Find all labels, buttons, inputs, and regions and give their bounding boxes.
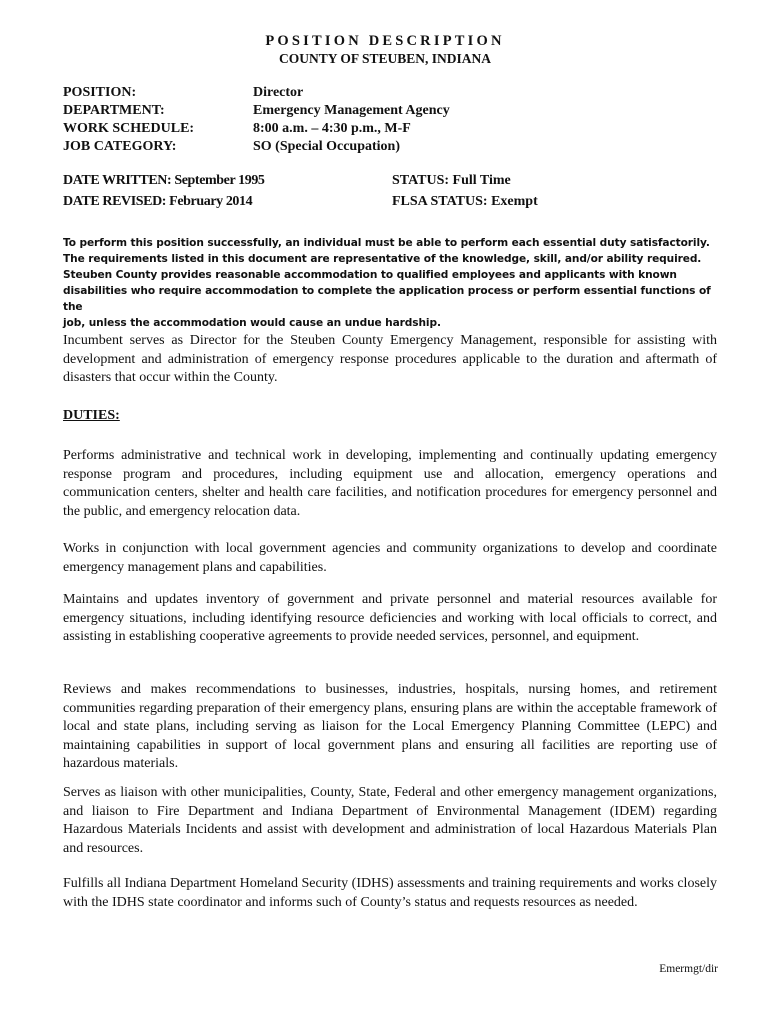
accommodation-notice	[63, 235, 723, 331]
duty-paragraph: Maintains and updates inventory of government and private personnel and material resources available for emergency situations, including identifying resource deficiencies and working with local officials to correct, and assisting in establishing cooperative agreements to provide needed services, personnel, and equipment.	[63, 592, 717, 645]
duty-paragraph: Performs administrative and technical work in developing, implementing and continually updating emergency response program and procedures, including equipment use and allocation, emergency operations and communication centers, shelter and health care facilities, and notification procedures for emergency personnel and the public, and emergency relocation data.	[63, 448, 717, 519]
department-value: Emergency Management Agency	[253, 103, 450, 118]
work-schedule-label: WORK SCHEDULE:	[63, 121, 195, 136]
document-title: POSITION DESCRIPTION	[265, 33, 505, 49]
flsa-status: FLSA STATUS: Exempt	[392, 194, 538, 209]
job-category-label: JOB CATEGORY:	[63, 139, 177, 154]
notice-line: disabilities who require accommodation to complete the application process or perform essential functions of the	[63, 285, 711, 313]
duty-paragraph: Works in conjunction with local government agencies and community organizations to develop and coordinate emergency management plans and capabilities.	[63, 541, 717, 575]
duty-paragraph: Reviews and makes recommendations to businesses, industries, hospitals, nursing homes, and retirement communities regarding preparation of their emergency plans, ensuring plans are within the acceptable framework of local and state plans, including serving as liaison for the Local Emergency Planning Committee (LEPC) and maintaining capabilities in support of local government plans and ensuring all facilities are reporting use of hazardous materials.	[63, 682, 717, 772]
document-code: Emermgt/dir	[659, 963, 718, 975]
notice-line: To perform this position successfully, an individual must be able to perform each essential duty satisfactorily.	[63, 237, 710, 249]
position-label: POSITION:	[63, 85, 137, 100]
notice-line: The requirements listed in this document are representative of the knowledge, skill, and/or ability required.	[63, 253, 702, 265]
employment-status: STATUS: Full Time	[392, 173, 511, 188]
work-schedule-value: 8:00 a.m. – 4:30 p.m., M-F	[253, 121, 411, 136]
duty-paragraph: Serves as liaison with other municipalities, County, State, Federal and other emergency management organizations, and liaison to Fire Department and Indiana Department of Environmental Management (IDEM) regarding Hazardous Materials Incidents and assist with development and administration of local Hazardous Materials Plan and resources.	[63, 785, 717, 856]
notice-line: Steuben County provides reasonable accommodation to qualified employees and applicants with known	[63, 269, 677, 281]
duties-heading: DUTIES:	[63, 408, 120, 423]
position-value: Director	[253, 85, 304, 100]
notice-line: job, unless the accommodation would cause an undue hardship.	[63, 317, 441, 329]
date-revised: DATE REVISED: February 2014	[63, 194, 253, 209]
job-category-value: SO (Special Occupation)	[253, 139, 401, 154]
document-subtitle: COUNTY OF STEUBEN, INDIANA	[278, 51, 492, 66]
position-summary: Incumbent serves as Director for the Steuben County Emergency Management, responsible for assisting with development and administration of emergency response procedures applicable to the duration and aftermath of disasters that occur within the County.	[63, 333, 717, 386]
duty-paragraph: Fulfills all Indiana Department Homeland Security (IDHS) assessments and training requirements and works closely with the IDHS state coordinator and informs such of County’s status and requests resources as needed.	[63, 876, 717, 910]
date-written: DATE WRITTEN: September 1995	[63, 173, 265, 188]
department-label: DEPARTMENT:	[63, 103, 165, 118]
